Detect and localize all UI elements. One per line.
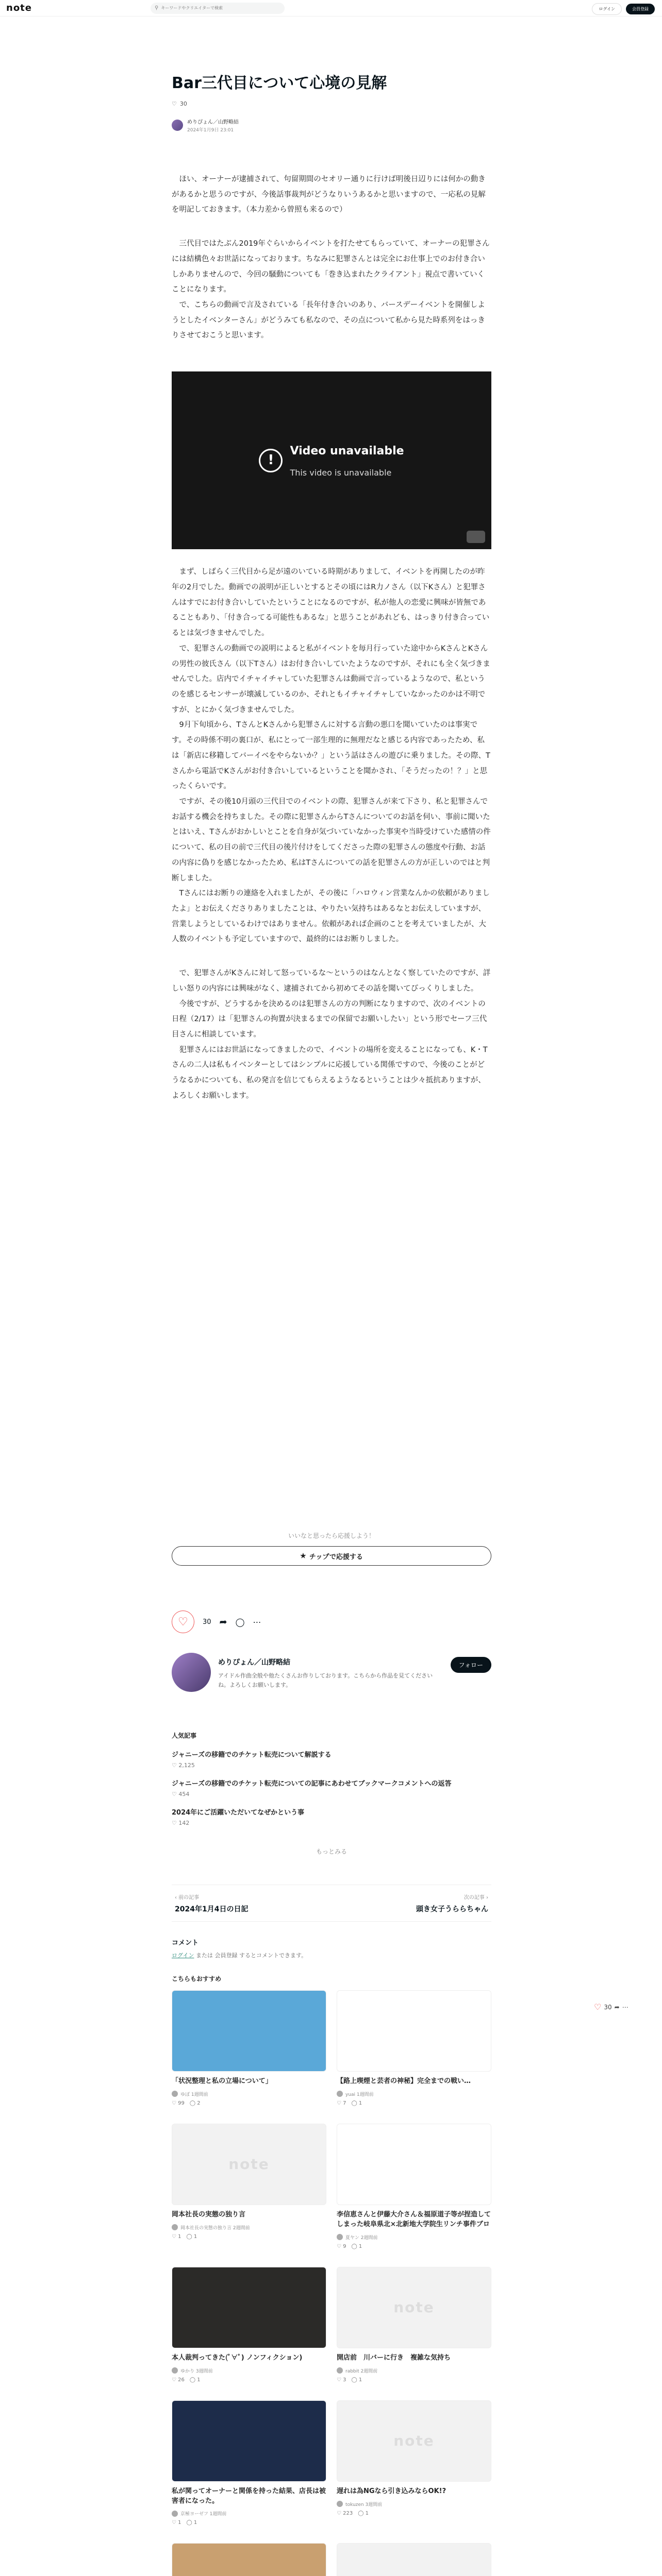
next-label: 次の記事 › <box>464 1894 488 1901</box>
article-body <box>172 172 491 1104</box>
recommend-card[interactable] <box>172 2267 326 2383</box>
mini-avatar <box>172 2091 178 2097</box>
publish-date: 2024年1月9日 23:01 <box>187 128 234 133</box>
recommend-card[interactable] <box>172 2543 326 2576</box>
mini-avatar <box>337 2367 343 2374</box>
comment-icon: ◯ 1 <box>351 2377 362 2383</box>
card-thumbnail[interactable] <box>172 2124 326 2205</box>
paragraph: で、犯罪さんの動画での説明によると私がイベントを毎月行っていた途中からKさんとKさんの男性の彼氏さん（以下Tさん）はお付き合いしていたようなのですが、それにも全く気づきませんでした。店内でイチャイチャしていた犯罪さんは動画で言っているようなので、私というのを感じるセンサーが壊滅しているのか、それともイチャイチャしていなかったのかは不明ですが、とにかく気づきませんでした。 <box>172 644 490 714</box>
prev-label: ‹ 前の記事 <box>175 1894 200 1901</box>
prev-title[interactable]: 2024年1月4日の日記 <box>175 1905 249 1913</box>
note-placeholder-logo: note <box>393 2432 435 2450</box>
recommend-card[interactable] <box>172 2124 326 2249</box>
login-link[interactable]: ログイン <box>172 1952 194 1959</box>
recommend-grid <box>172 1990 491 2576</box>
article <box>172 16 491 1104</box>
heart-icon[interactable]: ♡ <box>172 100 177 107</box>
tip-section <box>172 1531 491 1566</box>
creator-card <box>172 1653 491 1692</box>
mini-avatar <box>337 2234 343 2240</box>
more-link[interactable]: もっとみる <box>316 1848 347 1855</box>
heart-icon: ♡ <box>178 1615 188 1629</box>
comment-icon: ◯ 1 <box>189 2377 201 2383</box>
list-item[interactable] <box>172 1749 491 1769</box>
popular-heading: 人気記事 <box>172 1732 197 1739</box>
embedded-video[interactable] <box>172 371 491 549</box>
like-count: 30 <box>203 1618 211 1626</box>
paragraph: Tさんにはお断りの連絡を入れましたが、その後に「ハロウィン営業なんかの依頼がありましたよ」とお伝えくださりありましたことは、やりたい気持ちはあるなとお伝えしていますが、営業しようとしているわけではありません。依頼があれば企画のことを考えていましたが、大人数のイベントも予定していますので、最終的にはお断りしました。 <box>172 889 490 944</box>
card-thumbnail[interactable] <box>172 2543 326 2576</box>
heart-icon[interactable]: ♡ 7 <box>337 2100 346 2106</box>
paragraph-group-2 <box>172 236 491 344</box>
login-button[interactable]: ログイン <box>592 3 622 15</box>
comment-icon: ◯ 1 <box>186 2520 197 2526</box>
recommend-card[interactable] <box>337 2124 491 2249</box>
like-count: 30 <box>179 100 187 107</box>
more-icon[interactable]: ⋯ <box>253 1617 261 1627</box>
paragraph: 今後ですが、どうするかを決めるのは犯罪さんの方の判断になりますので、次のイベントの日程（2/17）は「犯罪さんの拘置が決まるまでの保留でお願いしたい」という形でセーフ三代目さんに相談しています。 <box>172 999 487 1039</box>
paragraph: で、犯罪さんがKさんに対して怒っているな〜というのはなんとなく察していたのですが、詳しい怒りの内容には興味がなく、逮捕されてから初めてその話を聞いてびっくりしました。 <box>172 969 491 993</box>
mini-avatar <box>337 2091 343 2097</box>
popular-likes: ♡ 454 <box>172 1791 190 1798</box>
comment-icon: ◯ 1 <box>351 2243 362 2249</box>
card-title[interactable]: 私が関ってオーナーと関係を持った結果、店長は被害者になった。 <box>172 2487 326 2505</box>
comment-icon[interactable]: ◯ <box>235 1617 245 1627</box>
next-article[interactable] <box>416 1893 488 1914</box>
popular-title[interactable]: ジャニーズの移籍でのチケット転売についての記事にあわせてブックマークコメントへの返答 <box>172 1780 452 1788</box>
creator-avatar[interactable] <box>172 1653 211 1692</box>
mini-avatar <box>172 2367 178 2374</box>
creator-description: アイドル作曲全般や他たくさんお作りしております。こちらから作品を見てくださいね。よろしくお願いします。 <box>218 1672 433 1688</box>
video-subtitle: This video is unavailable <box>290 467 392 478</box>
card-meta <box>172 2100 326 2106</box>
share-icon[interactable]: ➦ <box>219 1616 227 1628</box>
recommend-card[interactable] <box>337 2543 491 2576</box>
action-bar <box>172 1611 261 1633</box>
card-author[interactable]: 京極ヨーゼフ 1週間前 <box>172 2510 326 2517</box>
heart-icon[interactable]: ♡ <box>594 2002 602 2012</box>
share-icon[interactable]: ➦ <box>614 2003 620 2011</box>
card-title[interactable]: 遅れは為NGなら引き込みならOK!? <box>337 2487 446 2495</box>
creator-name[interactable]: めりぴょん／山野略結 <box>218 1658 290 1667</box>
comment-section <box>172 1937 491 1959</box>
paragraph: 三代目ではたぶん2019年ぐらいからイベントを打たせてもらっていて、オーナーの犯罪さんには結構色々お世話になっております。ちなみに犯罪さんとは完全にお仕事上でのお付き合いしかありませんので、今回の騒動についても「巻き込まれたクライアント」視点で書いていくことになります。 <box>172 240 490 294</box>
side-like-count: 30 <box>604 2003 612 2011</box>
card-thumbnail[interactable] <box>337 2400 491 2482</box>
list-item[interactable] <box>172 1807 491 1826</box>
card-thumbnail[interactable] <box>172 2267 326 2348</box>
card-thumbnail[interactable] <box>337 2543 491 2576</box>
card-title[interactable]: 「状況整理と私の立場について」 <box>172 2077 272 2085</box>
mini-avatar <box>337 2501 343 2507</box>
card-title[interactable]: 【路上喫煙と芸者の神秘】完全までの戦い… <box>337 2077 471 2085</box>
youtube-icon[interactable] <box>467 531 485 543</box>
article-title: Bar三代目について心境の見解 <box>172 74 387 92</box>
comment-icon: ◯ 1 <box>351 2100 362 2106</box>
comment-icon: ◯ 1 <box>186 2233 197 2240</box>
author-avatar[interactable] <box>172 120 183 131</box>
card-author[interactable]: ゆかり 3週間前 <box>172 2367 326 2374</box>
card-thumbnail[interactable] <box>337 1990 491 2072</box>
note-logo[interactable]: note <box>6 3 32 13</box>
recommend-section <box>172 1974 491 2576</box>
side-like[interactable] <box>594 2002 628 2012</box>
popular-title[interactable]: ジャニーズの移籍でのチケット転売について解説する <box>172 1751 332 1759</box>
tip-icon: ★ <box>300 1552 306 1560</box>
paragraph: 9月下旬頃から、TさんとKさんから犯罪さんに対する言動の悪口を聞いていたのは事実です。その時係不明の裏口が、私にとって一部生理的に無理だなと感じる内容であったため、私は「新店に移籍してバーイベをやらないか？」という話はさんの遊びに乗りました。その際、Tさんから電話でKさんがお付き合いしているということを聞かされ、「そうだったの！？」と思ったくらいです。 <box>172 721 490 791</box>
author-row[interactable] <box>172 117 491 133</box>
author-name[interactable]: めりぴょん／山野略結 <box>187 120 239 125</box>
popular-likes: ♡ 2,125 <box>172 1762 195 1769</box>
comment-icon: ◯ 2 <box>189 2100 201 2106</box>
paragraph-group-1 <box>172 172 491 218</box>
heart-icon[interactable]: ♡ 3 <box>337 2377 346 2383</box>
paragraph: ですが、その後10月頭の三代目でのイベントの際、犯罪さんが来て下さり、私と犯罪さんでお話する機会を持ちました。その際に犯罪さんからTさんについてのお話を伺い、事前に聞いたとはいえ、Tさんがおかしいとことを自身が気づいていなかった事実や当時受けていた感情の件について、私の目の前で三代目の後片付けをしてくださった際の犯罪さんの態度や行動、お話の内容に偽りを感じなかったため、私はTさんについての話を犯罪さんの方が正しいのではと判断しました。 <box>172 797 491 883</box>
prev-article[interactable] <box>175 1893 248 1914</box>
article-like-row <box>172 100 491 107</box>
card-thumbnail[interactable] <box>172 2400 326 2482</box>
paragraph: まず、しばらく三代目から足が遠のいている時期がありまして、イベントを再開したのが昨年の2月でした。動画での説明が正しいとするとその頃にはR力ノさん（以下Kさん）と犯罪さんはすでにお付き合いしていたということになるのですが、私が他人の恋愛に興味が皆無であることもあり、「付き合ってる可能性もあるな」と思うことがあれども、はっきり付き合っているとは気づきませんでした。 <box>172 568 490 638</box>
recommend-card[interactable] <box>337 2267 491 2383</box>
recommend-heading: こちらもおすすめ <box>172 1975 222 1982</box>
prev-next-nav <box>172 1885 491 1922</box>
comment-icon: ◯ 1 <box>358 2510 369 2516</box>
card-meta <box>337 2244 491 2249</box>
card-meta <box>337 2377 491 2383</box>
card-title[interactable]: 岡本社長の実態の独り言 <box>172 2210 246 2218</box>
card-title[interactable]: 本人裁判ってきた(ﾟ∀ﾟ) ノンフィクション) <box>172 2353 303 2362</box>
recommend-card[interactable] <box>337 1990 491 2106</box>
next-title[interactable]: 頭き女子うららちゃん <box>416 1905 488 1913</box>
heart-icon[interactable]: ♡ 26 <box>172 2377 185 2383</box>
recommend-card[interactable] <box>172 1990 326 2106</box>
like-button[interactable] <box>172 1611 194 1633</box>
paragraph-group-3 <box>172 565 491 947</box>
tip-button[interactable] <box>172 1546 491 1566</box>
card-thumbnail[interactable] <box>337 2267 491 2348</box>
search-icon: ⚲ <box>155 5 159 11</box>
comment-heading: コメント <box>172 1939 199 1947</box>
mini-avatar <box>172 2224 178 2230</box>
follow-button[interactable]: フォロー <box>451 1657 491 1673</box>
card-meta <box>172 2520 326 2526</box>
popular-likes: ♡ 142 <box>172 1820 190 1826</box>
card-meta <box>172 2377 326 2383</box>
note-placeholder-logo: note <box>228 2156 270 2173</box>
card-author[interactable]: ゆぼ 1週間前 <box>172 2091 326 2097</box>
card-thumbnail[interactable] <box>172 1990 326 2072</box>
card-meta <box>172 2234 326 2240</box>
popular-articles <box>172 1731 491 1856</box>
card-author[interactable]: 夏ヤン 2週間前 <box>337 2234 491 2241</box>
card-author[interactable]: 岡本社長の実態の独り言 2週間前 <box>172 2224 326 2231</box>
tip-button-label: チップで応援する <box>309 1552 363 1561</box>
card-author[interactable]: tokuzen 3週間前 <box>337 2501 491 2507</box>
heart-icon[interactable]: ♡ 99 <box>172 2100 185 2106</box>
tip-label: いいなと思ったら応援しよう！ <box>288 1532 375 1539</box>
mini-avatar <box>172 2511 178 2517</box>
warning-icon: ! <box>259 449 283 472</box>
heart-icon[interactable]: ♡ 9 <box>337 2243 346 2249</box>
recommend-card[interactable] <box>172 2400 326 2526</box>
popular-title[interactable]: 2024年にご活躍いただいてなぜかという事 <box>172 1809 305 1817</box>
card-thumbnail[interactable] <box>337 2124 491 2205</box>
comment-note: ログイン または 会員登録 するとコメントできます。 <box>172 1952 307 1959</box>
recommend-card[interactable] <box>337 2400 491 2526</box>
note-placeholder-logo: note <box>393 2299 435 2316</box>
site-header <box>0 0 662 16</box>
card-meta <box>337 2511 491 2516</box>
signup-button[interactable]: 会員登録 <box>626 4 655 14</box>
heart-icon[interactable]: ♡ 223 <box>337 2510 353 2516</box>
card-author[interactable]: yuai 1週間前 <box>337 2091 491 2097</box>
heart-icon[interactable]: ♡ 1 <box>172 2520 181 2526</box>
video-title: Video unavailable <box>290 444 404 457</box>
card-title[interactable]: 開店前 川バーに行き 複雑な気持ち <box>337 2353 451 2362</box>
list-item[interactable] <box>172 1778 491 1798</box>
card-meta <box>337 2100 491 2106</box>
search-input[interactable] <box>161 6 274 10</box>
more-icon[interactable]: ⋯ <box>622 2003 628 2011</box>
card-author[interactable]: rabbit 2週間前 <box>337 2367 491 2374</box>
card-title[interactable]: 李信恵さんと伊藤大介さん＆福原道子等が捏造してしまった岐阜県北×北新地大学院生リンチ事件ブロ <box>337 2210 491 2228</box>
paragraph: 犯罪さんにはお世話になってきましたので、イベントの場所を変えることになっても、K・Tさんの二人は私もイベンターとしてはシンプルに応援している関係ですので、今後のことがどうなるかについても、私の発言を信じてもらえるようなるということは少々抵抗ありますが、よろしくお願いします。 <box>172 1045 488 1100</box>
paragraph: で、こちらの動画で言及されている「長年付き合いのあり、バースデーイベントを開催しようとしたイベンターさん」がどうみても私なので、その点について私から見た時系列をはっきりさせておこうと思います。 <box>172 301 485 340</box>
paragraph: ほい、オーナーが逮捕されて、句留期間のセオリー通りに行けば明後日辺りには何かの動きがあるかと思うのですが、今後話事裁判がどうなりいうあるかと思いますので、一応私の見解を明記しておきます。（本力差から曾照も来るので） <box>172 175 486 214</box>
paragraph-group-4 <box>172 966 491 1104</box>
search-box[interactable] <box>151 3 285 14</box>
heart-icon[interactable]: ♡ 1 <box>172 2233 181 2240</box>
